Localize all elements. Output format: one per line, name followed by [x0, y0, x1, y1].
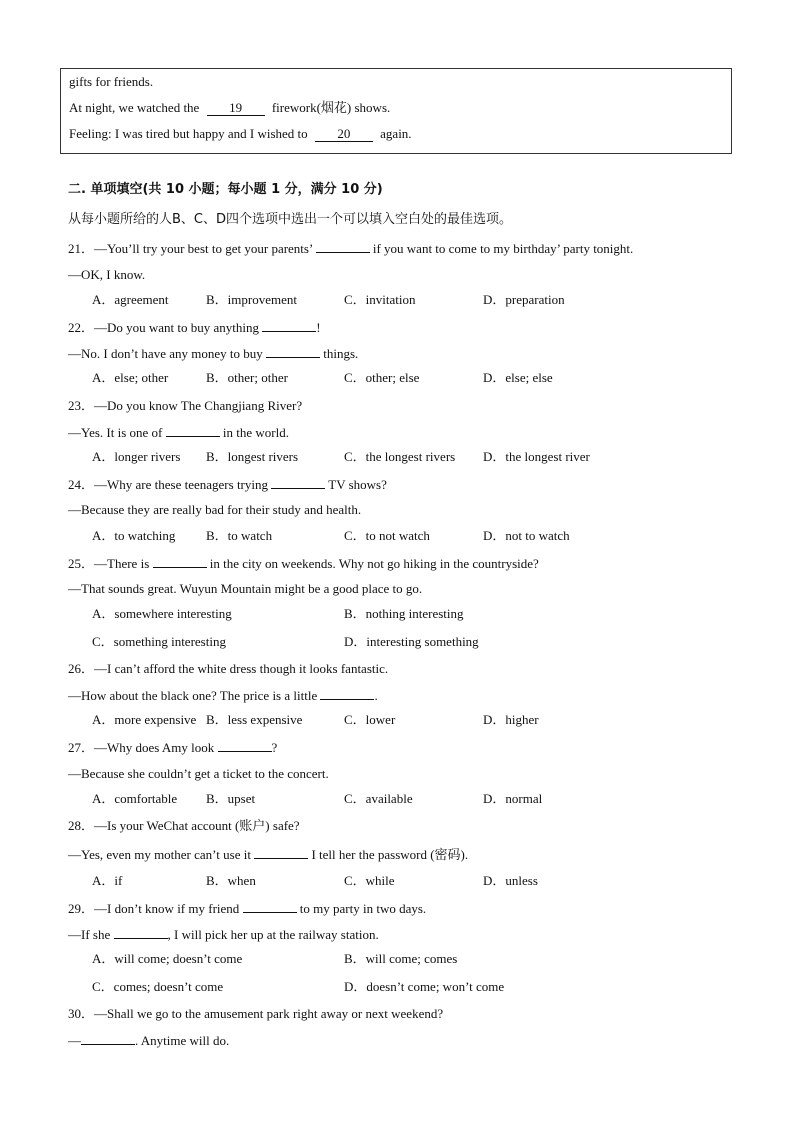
reply-blank[interactable]	[114, 925, 168, 939]
question-29	[68, 899, 426, 918]
reply-23	[68, 423, 289, 442]
box-line-1	[69, 73, 153, 91]
option-21-c[interactable]: C．invitation	[344, 292, 416, 307]
option-28-c[interactable]: C．while	[344, 873, 395, 888]
option-26-d[interactable]: D．higher	[483, 712, 539, 727]
question-text-tail: !	[316, 320, 321, 335]
reply-blank[interactable]	[266, 344, 320, 358]
box-line-2-text: At night, we watched the	[69, 100, 200, 115]
reply-text: —How about the black one? The price is a little	[68, 688, 318, 703]
option-25-c[interactable]: C．something interesting	[92, 634, 226, 649]
answer-blank[interactable]	[243, 899, 297, 913]
box-line-3-tail: again.	[380, 126, 412, 141]
option-28-b[interactable]: B．when	[206, 873, 256, 888]
reply-29	[68, 925, 379, 944]
box-line-2	[69, 99, 390, 117]
reply-text: —Because they are really bad for their study and health.	[68, 502, 362, 517]
answer-blank[interactable]	[153, 554, 207, 568]
question-text-tail: TV shows?	[328, 477, 387, 492]
reply-text: —Yes, even my mother can’t use it	[68, 847, 251, 862]
reply-blank[interactable]	[254, 845, 308, 859]
answer-blank[interactable]	[218, 738, 272, 752]
reply-text-tail: , I will pick her up at the railway station.	[167, 927, 379, 942]
option-22-d[interactable]: D．else; else	[483, 370, 553, 385]
option-24-b[interactable]: B．to watch	[206, 528, 273, 543]
reply-25	[68, 580, 422, 598]
question-text-tail: to my party in two days.	[299, 901, 427, 916]
question-text: —You’ll try your best to get your parents’	[94, 241, 313, 256]
option-29-a[interactable]: A．will come; doesn’t come	[92, 951, 243, 966]
answer-blank[interactable]	[271, 475, 325, 489]
question-number: 21．	[68, 241, 95, 256]
question-26	[68, 660, 388, 678]
reply-22	[68, 344, 358, 363]
question-number: 24．	[68, 477, 95, 492]
question-number: 30．	[68, 1006, 95, 1021]
question-30	[68, 1005, 443, 1023]
question-text: —Shall we go to the amusement park right away or next weekend?	[94, 1006, 444, 1021]
question-text: —I can’t afford the white dress though it looks fantastic.	[94, 661, 389, 676]
question-23	[68, 397, 302, 415]
option-24-c[interactable]: C．to not watch	[344, 528, 430, 543]
option-22-b[interactable]: B．other; other	[206, 370, 288, 385]
option-29-b[interactable]: B．will come; comes	[344, 951, 458, 966]
box-line-1-text: gifts for friends.	[69, 74, 154, 89]
option-27-c[interactable]: C．available	[344, 791, 413, 806]
option-25-d[interactable]: D．interesting something	[344, 634, 479, 649]
reply-text-tail: things.	[323, 346, 359, 361]
question-text-tail: if you want to come to my birthday’ party tonight.	[372, 241, 634, 256]
question-21	[68, 239, 633, 258]
option-23-a[interactable]: A．longer rivers	[92, 449, 181, 464]
question-number: 23．	[68, 398, 95, 413]
box-line-3-text: Feeling: I was tired but happy and I wished to	[69, 126, 308, 141]
option-25-b[interactable]: B．nothing interesting	[344, 606, 464, 621]
option-26-b[interactable]: B．less expensive	[206, 712, 303, 727]
option-21-a[interactable]: A．agreement	[92, 292, 169, 307]
option-25-a[interactable]: A．somewhere interesting	[92, 606, 232, 621]
reply-blank[interactable]	[81, 1031, 135, 1045]
reply-24	[68, 501, 361, 519]
reply-text: —Because she couldn’t get a ticket to the concert.	[68, 766, 329, 781]
question-number: 25．	[68, 556, 95, 571]
option-27-a[interactable]: A．comfortable	[92, 791, 178, 806]
reply-text: —OK, I know.	[68, 267, 146, 282]
question-28	[68, 817, 300, 835]
question-text: —Do you want to buy anything	[94, 320, 260, 335]
reply-21	[68, 266, 145, 284]
reply-27	[68, 765, 329, 783]
option-21-b[interactable]: B．improvement	[206, 292, 297, 307]
question-text-tail: ?	[271, 740, 278, 755]
reply-28	[68, 845, 468, 864]
reply-text: —That sounds great. Wuyun Mountain might be a good place to go.	[68, 581, 423, 596]
reply-blank[interactable]	[320, 686, 374, 700]
reply-blank[interactable]	[166, 423, 220, 437]
question-number: 22．	[68, 320, 95, 335]
question-22	[68, 318, 321, 337]
option-21-d[interactable]: D．preparation	[483, 292, 565, 307]
question-text: —I don’t know if my friend	[94, 901, 240, 916]
reply-text: —Yes. It is one of	[68, 425, 163, 440]
question-text: —Is your WeChat account (账户) safe?	[94, 818, 300, 833]
reply-30	[68, 1031, 229, 1050]
option-24-a[interactable]: A．to watching	[92, 528, 176, 543]
option-23-c[interactable]: C．the longest rivers	[344, 449, 456, 464]
option-29-c[interactable]: C．comes; doesn’t come	[92, 979, 224, 994]
question-number: 29．	[68, 901, 95, 916]
question-25	[68, 554, 539, 573]
section-instruction: 从每小题所给的人B、C、D四个选项中选出一个可以填入空白处的最佳选项。	[68, 212, 513, 227]
option-28-d[interactable]: D．unless	[483, 873, 538, 888]
option-26-a[interactable]: A．more expensive	[92, 712, 197, 727]
box-line-2-tail: firework(烟花) shows.	[271, 100, 391, 115]
reply-text-tail: in the world.	[222, 425, 289, 440]
reply-text-tail: I tell her the password (密码).	[311, 847, 469, 862]
question-text: —Why are these teenagers trying	[94, 477, 268, 492]
reply-26	[68, 686, 378, 705]
option-28-a[interactable]: A．if	[92, 873, 123, 888]
reply-text-tail: . Anytime will do.	[135, 1033, 230, 1048]
question-number: 26．	[68, 661, 95, 676]
reply-text: —No. I don’t have any money to buy	[68, 346, 263, 361]
question-text-tail: in the city on weekends. Why not go hiking in the countryside?	[209, 556, 539, 571]
reply-text-tail: .	[374, 688, 378, 703]
box-line-3	[69, 125, 412, 143]
question-24	[68, 475, 387, 494]
answer-blank[interactable]	[316, 239, 370, 253]
option-27-b[interactable]: B．upset	[206, 791, 256, 806]
writing-box	[60, 68, 732, 154]
option-22-a[interactable]: A．else; other	[92, 370, 169, 385]
question-27	[68, 738, 277, 757]
option-27-d[interactable]: D．normal	[483, 791, 543, 806]
question-text: —There is	[94, 556, 150, 571]
reply-text: —If she	[68, 927, 111, 942]
section-heading: 二. 单项填空(共 10 小题；每小题 1 分，满分 10 分)	[68, 182, 383, 197]
question-text: —Why does Amy look	[94, 740, 215, 755]
option-26-c[interactable]: C．lower	[344, 712, 396, 727]
reply-text: —	[68, 1033, 81, 1048]
blank-20[interactable]: 20	[315, 126, 373, 142]
option-22-c[interactable]: C．other; else	[344, 370, 420, 385]
option-23-d[interactable]: D．the longest river	[483, 449, 590, 464]
question-number: 28．	[68, 818, 95, 833]
question-number: 27．	[68, 740, 95, 755]
option-29-d[interactable]: D．doesn’t come; won’t come	[344, 979, 505, 994]
answer-blank[interactable]	[262, 318, 316, 332]
blank-19[interactable]: 19	[207, 100, 265, 116]
question-text: —Do you know The Changjiang River?	[94, 398, 303, 413]
option-24-d[interactable]: D．not to watch	[483, 528, 570, 543]
option-23-b[interactable]: B．longest rivers	[206, 449, 299, 464]
